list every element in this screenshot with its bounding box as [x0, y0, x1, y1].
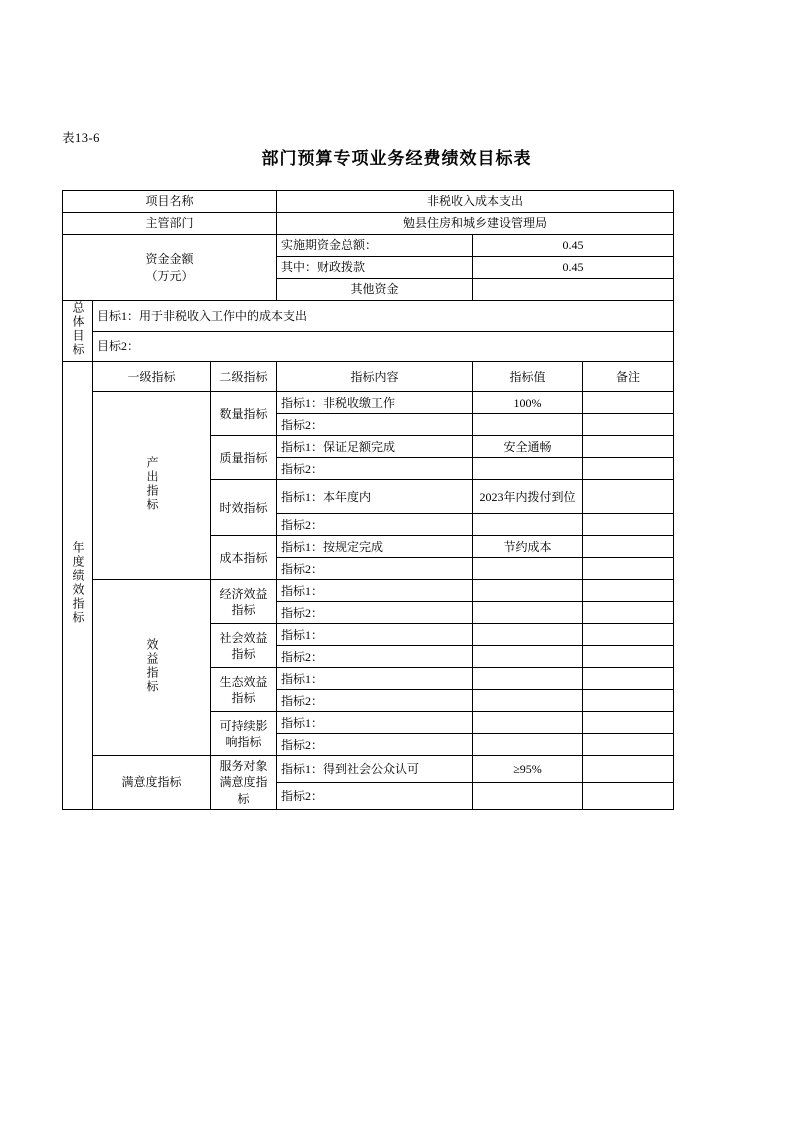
indicator-value [473, 782, 583, 809]
indicator-remark [583, 782, 674, 809]
indicator-remark [583, 514, 674, 536]
overall-goal-label-text: 总体目标 [71, 301, 85, 357]
funds-row-value: 0.45 [473, 257, 674, 279]
indicator-content: 指标2： [277, 734, 473, 756]
annual-perf-label [63, 362, 93, 810]
indicator-remark [583, 392, 674, 414]
funds-row-name: 其中：财政拨款 [277, 257, 473, 279]
indicator-content: 指标2： [277, 414, 473, 436]
indicator-content: 指标1：得到社会公众认可 [277, 756, 473, 783]
indicator-remark [583, 646, 674, 668]
indicator-content: 指标2： [277, 558, 473, 580]
sub-label-sustainable: 可持续影响指标 [211, 712, 277, 756]
performance-goal-table [62, 190, 674, 810]
indicator-remark [583, 624, 674, 646]
indicator-value: 2023年内拨付到位 [473, 480, 583, 514]
indicator-content: 指标1：非税收缴工作 [277, 392, 473, 414]
dept-label: 主管部门 [63, 213, 277, 235]
indicator-remark [583, 558, 674, 580]
table-row [63, 213, 674, 235]
indicator-content: 指标1： [277, 668, 473, 690]
project-name-label: 项目名称 [63, 191, 277, 213]
indicator-value: 100% [473, 392, 583, 414]
indicator-content: 指标2： [277, 458, 473, 480]
col-header-level2: 二级指标 [211, 362, 277, 392]
indicator-content: 指标2： [277, 782, 473, 809]
indicator-content: 指标1：本年度内 [277, 480, 473, 514]
indicator-value [473, 668, 583, 690]
sub-label-cost: 成本指标 [211, 536, 277, 580]
indicator-remark [583, 458, 674, 480]
indicator-content: 指标2： [277, 602, 473, 624]
group-label-benefit [93, 580, 211, 756]
indicator-value [473, 602, 583, 624]
dept-value: 勉县住房和城乡建设管理局 [277, 213, 674, 235]
sub-label-quantity: 数量指标 [211, 392, 277, 436]
indicator-content: 指标1： [277, 712, 473, 734]
funds-row-name: 其他资金 [277, 279, 473, 301]
group-label-output [93, 392, 211, 580]
indicator-value [473, 624, 583, 646]
overall-goal-label [63, 301, 93, 362]
indicator-remark [583, 580, 674, 602]
indicator-value: ≥95% [473, 756, 583, 783]
sub-label-service-satisfaction: 服务对象满意度指标 [211, 756, 277, 810]
col-header-remark: 备注 [583, 362, 674, 392]
funds-label-line1: 资金金额 [145, 252, 194, 267]
indicator-remark [583, 734, 674, 756]
group-label-output-text: 产出指标 [145, 455, 159, 512]
table-row [63, 235, 674, 257]
page-title: 部门预算专项业务经费绩效目标表 [261, 149, 532, 168]
table-row [63, 580, 674, 602]
indicator-value [473, 580, 583, 602]
indicator-content: 指标1：按规定完成 [277, 536, 473, 558]
indicator-remark [583, 756, 674, 783]
indicator-content: 指标1：保证足额完成 [277, 436, 473, 458]
indicator-content: 指标1： [277, 624, 473, 646]
indicator-remark [583, 436, 674, 458]
funds-row-name: 实施期资金总额： [277, 235, 473, 257]
table-label: 表13-6 [62, 131, 100, 145]
col-header-level1: 一级指标 [93, 362, 211, 392]
indicator-value [473, 690, 583, 712]
table-row [63, 362, 674, 392]
indicator-value [473, 558, 583, 580]
indicator-remark [583, 414, 674, 436]
indicator-content: 指标1： [277, 580, 473, 602]
group-label-satisfaction: 满意度指标 [93, 756, 211, 810]
indicator-value: 节约成本 [473, 536, 583, 558]
project-name-value: 非税收入成本支出 [277, 191, 674, 213]
col-header-value: 指标值 [473, 362, 583, 392]
indicator-remark [583, 602, 674, 624]
indicator-remark [583, 480, 674, 514]
funds-label-line2: （万元） [145, 268, 194, 283]
indicator-remark [583, 712, 674, 734]
table-row [63, 301, 674, 332]
funds-row-value: 0.45 [473, 235, 674, 257]
table-row [63, 392, 674, 414]
annual-perf-label-text: 年度绩效指标 [71, 541, 85, 626]
table-row [63, 331, 674, 362]
indicator-value [473, 646, 583, 668]
indicator-value [473, 712, 583, 734]
indicator-content: 指标2： [277, 690, 473, 712]
indicator-value: 安全通畅 [473, 436, 583, 458]
indicator-content: 指标2： [277, 514, 473, 536]
indicator-remark [583, 668, 674, 690]
funds-label [63, 235, 277, 301]
table-row [63, 191, 674, 213]
indicator-value [473, 514, 583, 536]
indicator-value [473, 414, 583, 436]
indicator-remark [583, 536, 674, 558]
indicator-value [473, 734, 583, 756]
overall-goal-line1: 目标1：用于非税收入工作中的成本支出 [93, 301, 674, 332]
sub-label-timeliness: 时效指标 [211, 480, 277, 536]
indicator-remark [583, 690, 674, 712]
sub-label-quality: 质量指标 [211, 436, 277, 480]
indicator-content: 指标2： [277, 646, 473, 668]
table-row [63, 756, 674, 783]
funds-row-value [473, 279, 674, 301]
sub-label-economic: 经济效益指标 [211, 580, 277, 624]
sub-label-ecological: 生态效益指标 [211, 668, 277, 712]
group-label-benefit-text: 效益指标 [145, 637, 159, 694]
overall-goal-line2: 目标2： [93, 331, 674, 362]
col-header-content: 指标内容 [277, 362, 473, 392]
indicator-value [473, 458, 583, 480]
sub-label-social: 社会效益指标 [211, 624, 277, 668]
